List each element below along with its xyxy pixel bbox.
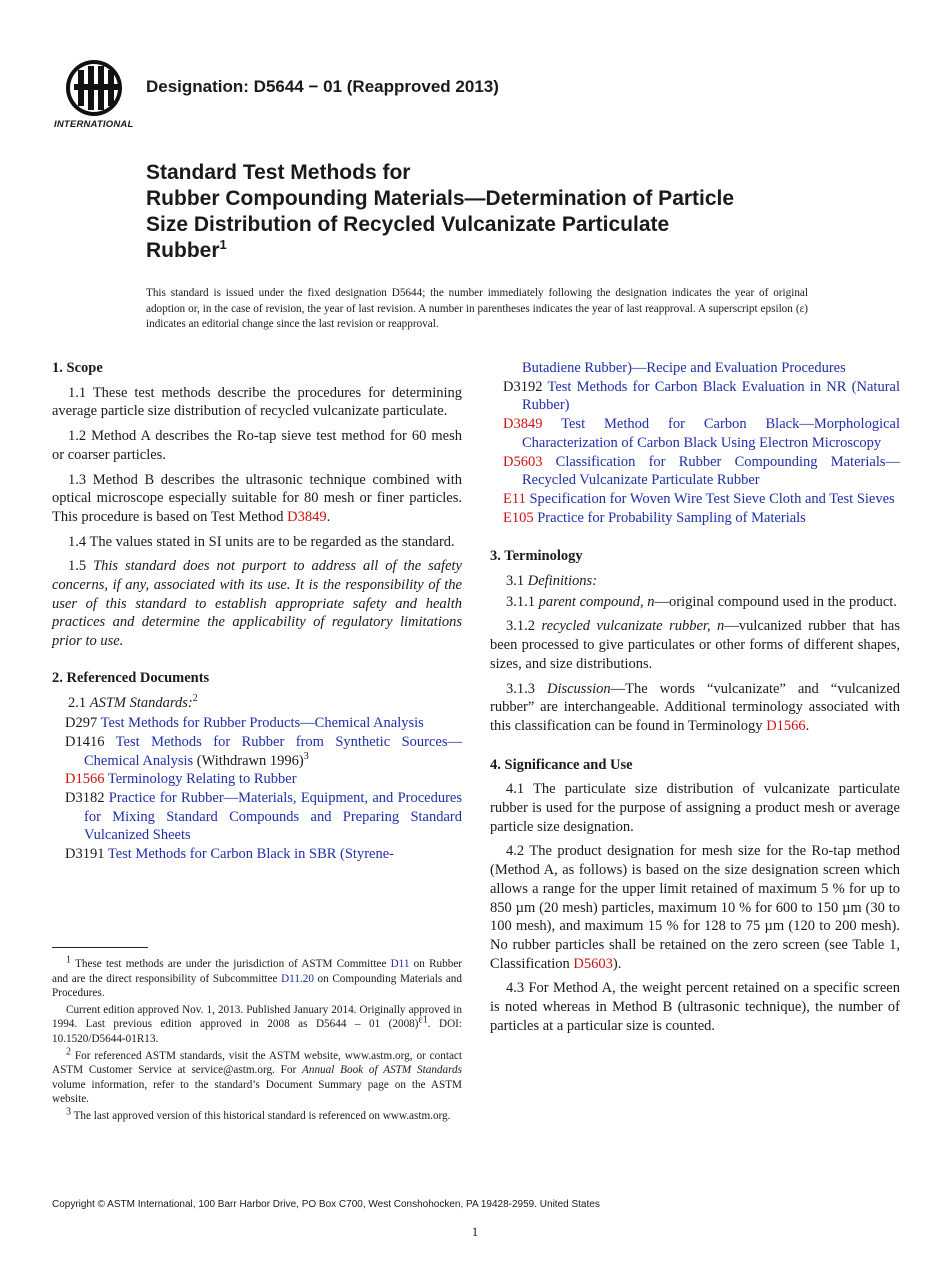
section-heading-scope: 1. Scope: [52, 360, 103, 376]
footnote-2: [52, 1045, 462, 1107]
reference-item: [52, 714, 462, 733]
reference-code[interactable]: E105: [503, 509, 534, 526]
footnote-text: volume information, refer to the standard’s Document Summary page on the ASTM website.: [52, 1078, 462, 1106]
reference-code: D1416: [65, 733, 105, 750]
reference-item: [490, 490, 900, 509]
paragraph-text: ).: [612, 955, 622, 972]
section-heading-referenced-documents: 2. Referenced Documents: [52, 669, 210, 686]
reference-code[interactable]: D3849: [503, 416, 543, 433]
definition-text: —original compound used in the product.: [654, 593, 897, 610]
defined-term: parent compound, n: [538, 593, 655, 610]
title-line: [146, 238, 846, 264]
definition-text: —vulcanized rubber that has been processed to give particulates or other forms of different shapes, sizes, and size distributions.: [490, 618, 901, 672]
reference-code[interactable]: D1566: [65, 771, 105, 788]
footnote-divider: [52, 947, 148, 948]
footnote-1: [52, 954, 463, 1001]
paragraph-4-3: 4.3 For Method A, the weight percent retained on a specific screen is noted whereas in Method B (ultrasonic technique), the number of particles at a particular size is counted.: [490, 980, 900, 1034]
astm-logo: [52, 58, 136, 134]
page-number: 1: [471, 1224, 479, 1239]
copyright-notice: Copyright © ASTM International, 100 Barr Harbor Drive, PO Box C700, West Conshohocken, PA 19428-2959. United States: [52, 1199, 600, 1210]
paragraph-number: 3.1.1: [506, 593, 539, 610]
section-heading-significance: 4. Significance and Use: [490, 756, 633, 773]
paragraph-1-1: 1.1 These test methods describe the procedures for determining average particle size distribution of recycled vulcanizate particulate.: [52, 384, 462, 420]
link-d11-20[interactable]: D11.20: [281, 972, 314, 985]
paragraph-4-2: [490, 842, 900, 973]
footnote-text: . DOI: 10.1520/D5644-01R13.: [52, 1018, 462, 1045]
safety-caveat: This standard does not purport to address all of the safety concerns, if any, associated with its use. It is the responsibility of the user of this standard to establish appropriate safety and health practices and determine the applicability of regulatory limitations prior to use.: [52, 558, 462, 650]
logo-subtext: INTERNATIONAL: [54, 119, 134, 130]
standard-notice: This standard is issued under the fixed designation D5644; the number immediately following the designation indicates the year of original adoption or, in the case of revision, the year of last revision. A number in parentheses indicates the year of last reapproval. A superscript epsilon (ε) indicates an editorial change since the last revision or reapproval.: [146, 287, 808, 330]
astm-standards-label: ASTM Standards:: [89, 694, 193, 711]
document-title: [146, 160, 846, 264]
left-column: [52, 359, 462, 864]
footnote-mark: 2: [66, 1045, 71, 1057]
footnote-mark: 3: [303, 750, 309, 762]
paragraph-1-4: 1.4 The values stated in SI units are to be regarded as the standard.: [68, 533, 455, 550]
reference-item: [490, 378, 900, 415]
reference-link[interactable]: Terminology Relating to Rubber: [107, 771, 297, 788]
right-column: [490, 359, 900, 1042]
reference-link[interactable]: Classification for Rubber Compounding Materials—Recycled Vulcanizate Particulate Rubber: [522, 453, 900, 489]
footnote-text: Current edition approved Nov. 1, 2013. Published January 2014. Originally approved in 1994. Last previous edition approved in 2008 as D5644 – 01 (2008): [52, 1003, 462, 1031]
reference-item: [52, 789, 462, 845]
definitions-label: Definitions:: [527, 573, 598, 590]
paragraph-3-1-2: [490, 617, 900, 673]
footnote-text: on Compounding Materials and Procedures.: [52, 972, 462, 1000]
title-line: Size Distribution of Recycled Vulcanizate Particulate: [146, 213, 670, 236]
reference-item: [52, 845, 462, 864]
footnote-3: [52, 1106, 462, 1124]
reference-link[interactable]: Test Methods for Rubber Products—Chemical Analysis: [100, 715, 424, 732]
paragraph-number: 3.1.3: [506, 680, 547, 697]
reference-link[interactable]: Test Method for Carbon Black—Morphological Characterization of Carbon Black Using Electron Microscopy: [522, 416, 900, 451]
section-heading-terminology: 3. Terminology: [490, 548, 583, 565]
designation: Designation: D5644 − 01 (Reapproved 2013): [146, 77, 499, 96]
footnote-text: For referenced ASTM standards, visit the ASTM website, www.astm.org, or contact ASTM Customer Service at service@astm.org. For: [52, 1049, 462, 1077]
reference-link[interactable]: Specification for Woven Wire Test Sieve Cloth and Test Sieves: [529, 490, 895, 507]
reference-link[interactable]: Practice for Probability Sampling of Materials: [537, 509, 806, 526]
footnote-text: These test methods are under the jurisdiction of ASTM Committee: [71, 958, 391, 970]
reference-link[interactable]: Test Methods for Carbon Black Evaluation in NR (Natural Rubber): [522, 378, 900, 414]
reference-link[interactable]: Test Methods for Rubber from Synthetic Sources—Chemical Analysis: [84, 733, 462, 769]
footnote-mark: 3: [66, 1106, 71, 1118]
reference-code[interactable]: E11: [503, 490, 526, 507]
paragraph-3-1-3: [490, 680, 900, 736]
footnote-text: The last approved version of this historical standard is referenced on www.astm.org.: [71, 1109, 451, 1122]
paragraph-1-5: [52, 557, 462, 651]
title-line: Rubber Compounding Materials—Determination of Particle: [146, 187, 735, 210]
paragraph-number: 3.1: [506, 573, 528, 590]
footnote-1-edition: [52, 1003, 462, 1047]
footnotes: [52, 954, 463, 1126]
reference-item: [490, 453, 900, 490]
paragraph-2-1: [52, 694, 462, 713]
reference-link[interactable]: Practice for Rubber—Materials, Equipment, and Procedures for Mixing Standard Compounds and Preparing Standard Vulcanized Sheets: [84, 790, 463, 844]
link-d5603[interactable]: D5603: [573, 955, 613, 972]
paragraph-number: 1.5: [68, 558, 94, 575]
paragraph-text: 4.2 The product designation for mesh size for the Ro-tap method (Method A, as follows) is based on the size designation screen which allows a range for the upper limit retained of maximum 5 % for up to 850 µm (20 mesh) particles, maximum 10 % for 600 to 150 µm (30 to 100 mesh), and maximum 15 % for 128 to 75 µm (120 to 200 mesh). No rubber particles shall be retained on the zero screen (see Table 1, Classification: [490, 843, 900, 972]
paragraph-1-2: 1.2 Method A describes the Ro-tap sieve test method for 60 mesh or coarser particles.: [52, 428, 462, 463]
reference-code: D3192: [503, 378, 543, 395]
reference-code: D3191: [65, 846, 105, 863]
link-d11[interactable]: D11: [390, 958, 410, 970]
paragraph-3-1-1: [490, 593, 900, 612]
definition-text: —The words “vulcanizate” and “vulcanized rubber” are interchangeable. Additional terminology associated with this classification can be found in Terminology: [490, 680, 901, 734]
paragraph-1-3: [52, 471, 462, 527]
reference-item: [490, 415, 900, 452]
reference-item: [52, 733, 462, 770]
footnote-mark: 1: [66, 954, 71, 966]
link-d3849[interactable]: D3849: [287, 508, 327, 525]
paragraph-number: 3.1.2: [506, 618, 542, 635]
link-d1566[interactable]: D1566: [766, 717, 806, 734]
reference-code[interactable]: D5603: [503, 453, 543, 470]
paragraph-text: .: [326, 508, 331, 525]
paragraph-text: 1.3 Method B describes the ultrasonic technique combined with optical microscope especially suitable for 80 mesh or finer particles. This procedure is based on Test Method: [52, 471, 462, 525]
reference-link[interactable]: Test Methods for Carbon Black in SBR (Styrene-: [107, 846, 394, 863]
epsilon-mark: ε1: [418, 1014, 428, 1026]
reference-code: D3182: [65, 790, 105, 807]
defined-term: recycled vulcanizate rubber, n: [541, 618, 725, 635]
title-line: Standard Test Methods for: [146, 161, 411, 184]
discussion-label: Discussion: [546, 680, 611, 697]
reference-item: [490, 509, 900, 528]
footnote-text: on Rubber and are the direct responsibility of Subcommittee: [52, 958, 463, 985]
title-last-word: Rubber: [146, 239, 220, 262]
reference-item: [52, 770, 462, 789]
footnote-mark: 2: [192, 692, 198, 704]
reference-extra: (Withdrawn 1996): [193, 752, 304, 769]
paragraph-text: .: [805, 717, 810, 734]
paragraph-4-1: 4.1 The particulate size distribution of vulcanizate particulate rubber is used for the purpose of assigning a product mesh or average particle size designation.: [490, 781, 900, 835]
footnote-italic: Annual Book of ASTM Standards: [302, 1064, 462, 1077]
paragraph-3-1: [490, 572, 900, 591]
reference-code: D297: [65, 715, 98, 732]
title-footnote-mark: 1: [219, 237, 227, 252]
paragraph-number: 2.1: [68, 694, 90, 711]
reference-continuation[interactable]: Butadiene Rubber)—Recipe and Evaluation Procedures: [522, 360, 846, 376]
